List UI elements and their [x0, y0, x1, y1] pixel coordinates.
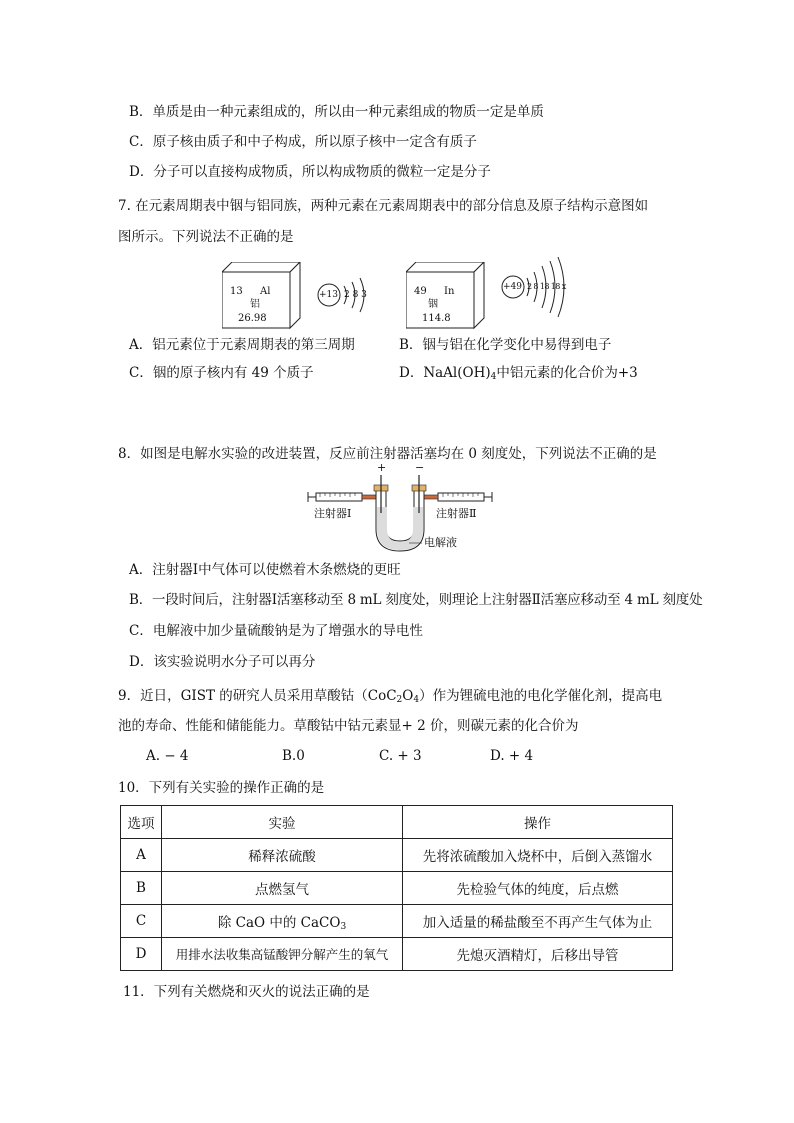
al-mass: 26.98 — [238, 313, 267, 324]
al-atom-diagram — [316, 276, 378, 314]
row-operation: 先检验气体的纯度，后点燃 — [403, 872, 673, 905]
q6-option-b: B．单质是由一种元素组成的，所以由一种元素组成的物质一定是单质 — [129, 104, 544, 120]
q6-option-c: C．原子核由质子和中子构成，所以原子核中一定含有质子 — [129, 134, 477, 150]
table-row — [121, 872, 673, 905]
q9-stem-line1 — [118, 686, 662, 710]
table-row — [121, 938, 673, 971]
al-atomic-number: 13 — [230, 286, 243, 297]
in-mass: 114.8 — [422, 313, 451, 324]
row-experiment: 点燃氢气 — [162, 872, 403, 905]
syringe-2-label: 注射器Ⅱ — [436, 507, 477, 520]
q7-option-c: C．铟的原子核内有 49 个质子 — [129, 365, 314, 381]
row-option: A — [121, 839, 162, 872]
in-name: 铟 — [428, 299, 438, 310]
al-nucleus: +13 — [319, 290, 338, 300]
al-electron-shells: 2 8 3 — [344, 290, 367, 300]
al-element-card — [222, 262, 302, 330]
q7-option-d — [399, 363, 638, 387]
electrolysis-apparatus — [306, 461, 496, 555]
q11-stem: 11．下列有关燃烧和灭火的说法正确的是 — [123, 984, 370, 1000]
header-option: 选项 — [121, 806, 162, 839]
row-experiment-sub: 3 — [340, 921, 347, 932]
electrode-minus-sign: − — [415, 461, 425, 474]
q10-stem: 10．下列有关实验的操作正确的是 — [118, 780, 325, 796]
q7-stem-line2: 图所示。下列说法不正确的是 — [118, 229, 294, 245]
table-row — [121, 905, 673, 938]
row-option: D — [121, 938, 162, 971]
table-row — [121, 839, 673, 872]
q9-stem-pre: 9．近日，GIST 的研究人员采用草酸钴（CoC — [118, 688, 397, 704]
header-operation: 操作 — [403, 806, 673, 839]
row-experiment: 用排水法收集高锰酸钾分解产生的氧气 — [162, 938, 403, 971]
q9-sub-2: 2 — [396, 695, 403, 705]
in-atom-diagram — [500, 256, 580, 318]
q9-stem-line2: 池的寿命、性能和储能能力。草酸钴中钴元素显+ 2 价，则碳元素的化合价为 — [118, 718, 579, 734]
row-experiment: 稀释浓硫酸 — [162, 839, 403, 872]
in-symbol: In — [444, 286, 455, 297]
row-operation: 先熄灭酒精灯，后移出导管 — [403, 938, 673, 971]
in-atomic-number: 49 — [414, 286, 427, 297]
in-nucleus: +49 — [503, 282, 522, 292]
q9-stem-post: ）作为锂硫电池的电化学催化剂，提高电 — [419, 688, 663, 704]
row-operation: 加入适量的稀盐酸至不再产生气体为止 — [403, 905, 673, 938]
electrolyte-label: 电解液 — [424, 536, 457, 549]
q7-option-b: B．铟与铝在化学变化中易得到电子 — [399, 337, 612, 353]
electrode-plus-sign: + — [377, 461, 387, 474]
q8-stem: 8．如图是电解水实验的改进装置，反应前注射器活塞均在 0 刻度处，下列说法不正确的是 — [118, 446, 657, 462]
q6-option-d: D．分子可以直接构成物质，所以构成物质的微粒一定是分子 — [129, 164, 491, 180]
table-header-row — [121, 806, 673, 839]
q7-option-a: A．铝元素位于元素周期表的第三周期 — [129, 337, 355, 353]
al-symbol: Al — [260, 286, 271, 297]
row-operation: 先将浓硫酸加入烧杯中，后倒入蒸馏水 — [403, 839, 673, 872]
row-experiment-pre: 除 CaO 中的 CaCO — [217, 914, 341, 931]
syringe-1-label: 注射器Ⅰ — [314, 507, 352, 520]
q8-option-d: D．该实验说明水分子可以再分 — [129, 654, 316, 670]
in-element-card — [406, 262, 486, 330]
q9-option-a: A. − 4 — [146, 748, 189, 764]
q9-sub-4: 4 — [413, 695, 420, 705]
q9-option-d: D. + 4 — [490, 748, 534, 764]
q7-option-d-post: 中铝元素的化合价为+3 — [496, 365, 638, 381]
al-name: 铝 — [250, 299, 260, 310]
row-option: C — [121, 905, 162, 938]
row-experiment — [162, 905, 403, 938]
in-electron-shells: 2 8 18 18 x — [527, 282, 566, 291]
header-experiment: 实验 — [162, 806, 403, 839]
q8-option-b: B．一段时间后，注射器Ⅰ活塞移动至 8 mL 刻度处，则理论上注射器Ⅱ活塞应移动至 4 mL 刻度处 — [129, 592, 703, 608]
q7-option-d-sub: 4 — [490, 372, 497, 382]
q7-stem-line1: 7. 在元素周期表中铟与铝同族，两种元素在元素周期表中的部分信息及原子结构示意图如 — [118, 198, 649, 214]
q8-option-a: A．注射器Ⅰ中气体可以使燃着木条燃烧的更旺 — [129, 562, 401, 578]
q8-option-c: C．电解液中加少量硫酸钠是为了增强水的导电性 — [129, 623, 423, 639]
q7-option-d-pre: D．NaAl(OH) — [399, 365, 491, 381]
row-option: B — [121, 872, 162, 905]
q9-stem-o: O — [402, 688, 414, 704]
q9-option-b: B.0 — [282, 748, 305, 764]
q10-table — [120, 805, 673, 971]
q9-option-c: C. + 3 — [379, 748, 422, 764]
